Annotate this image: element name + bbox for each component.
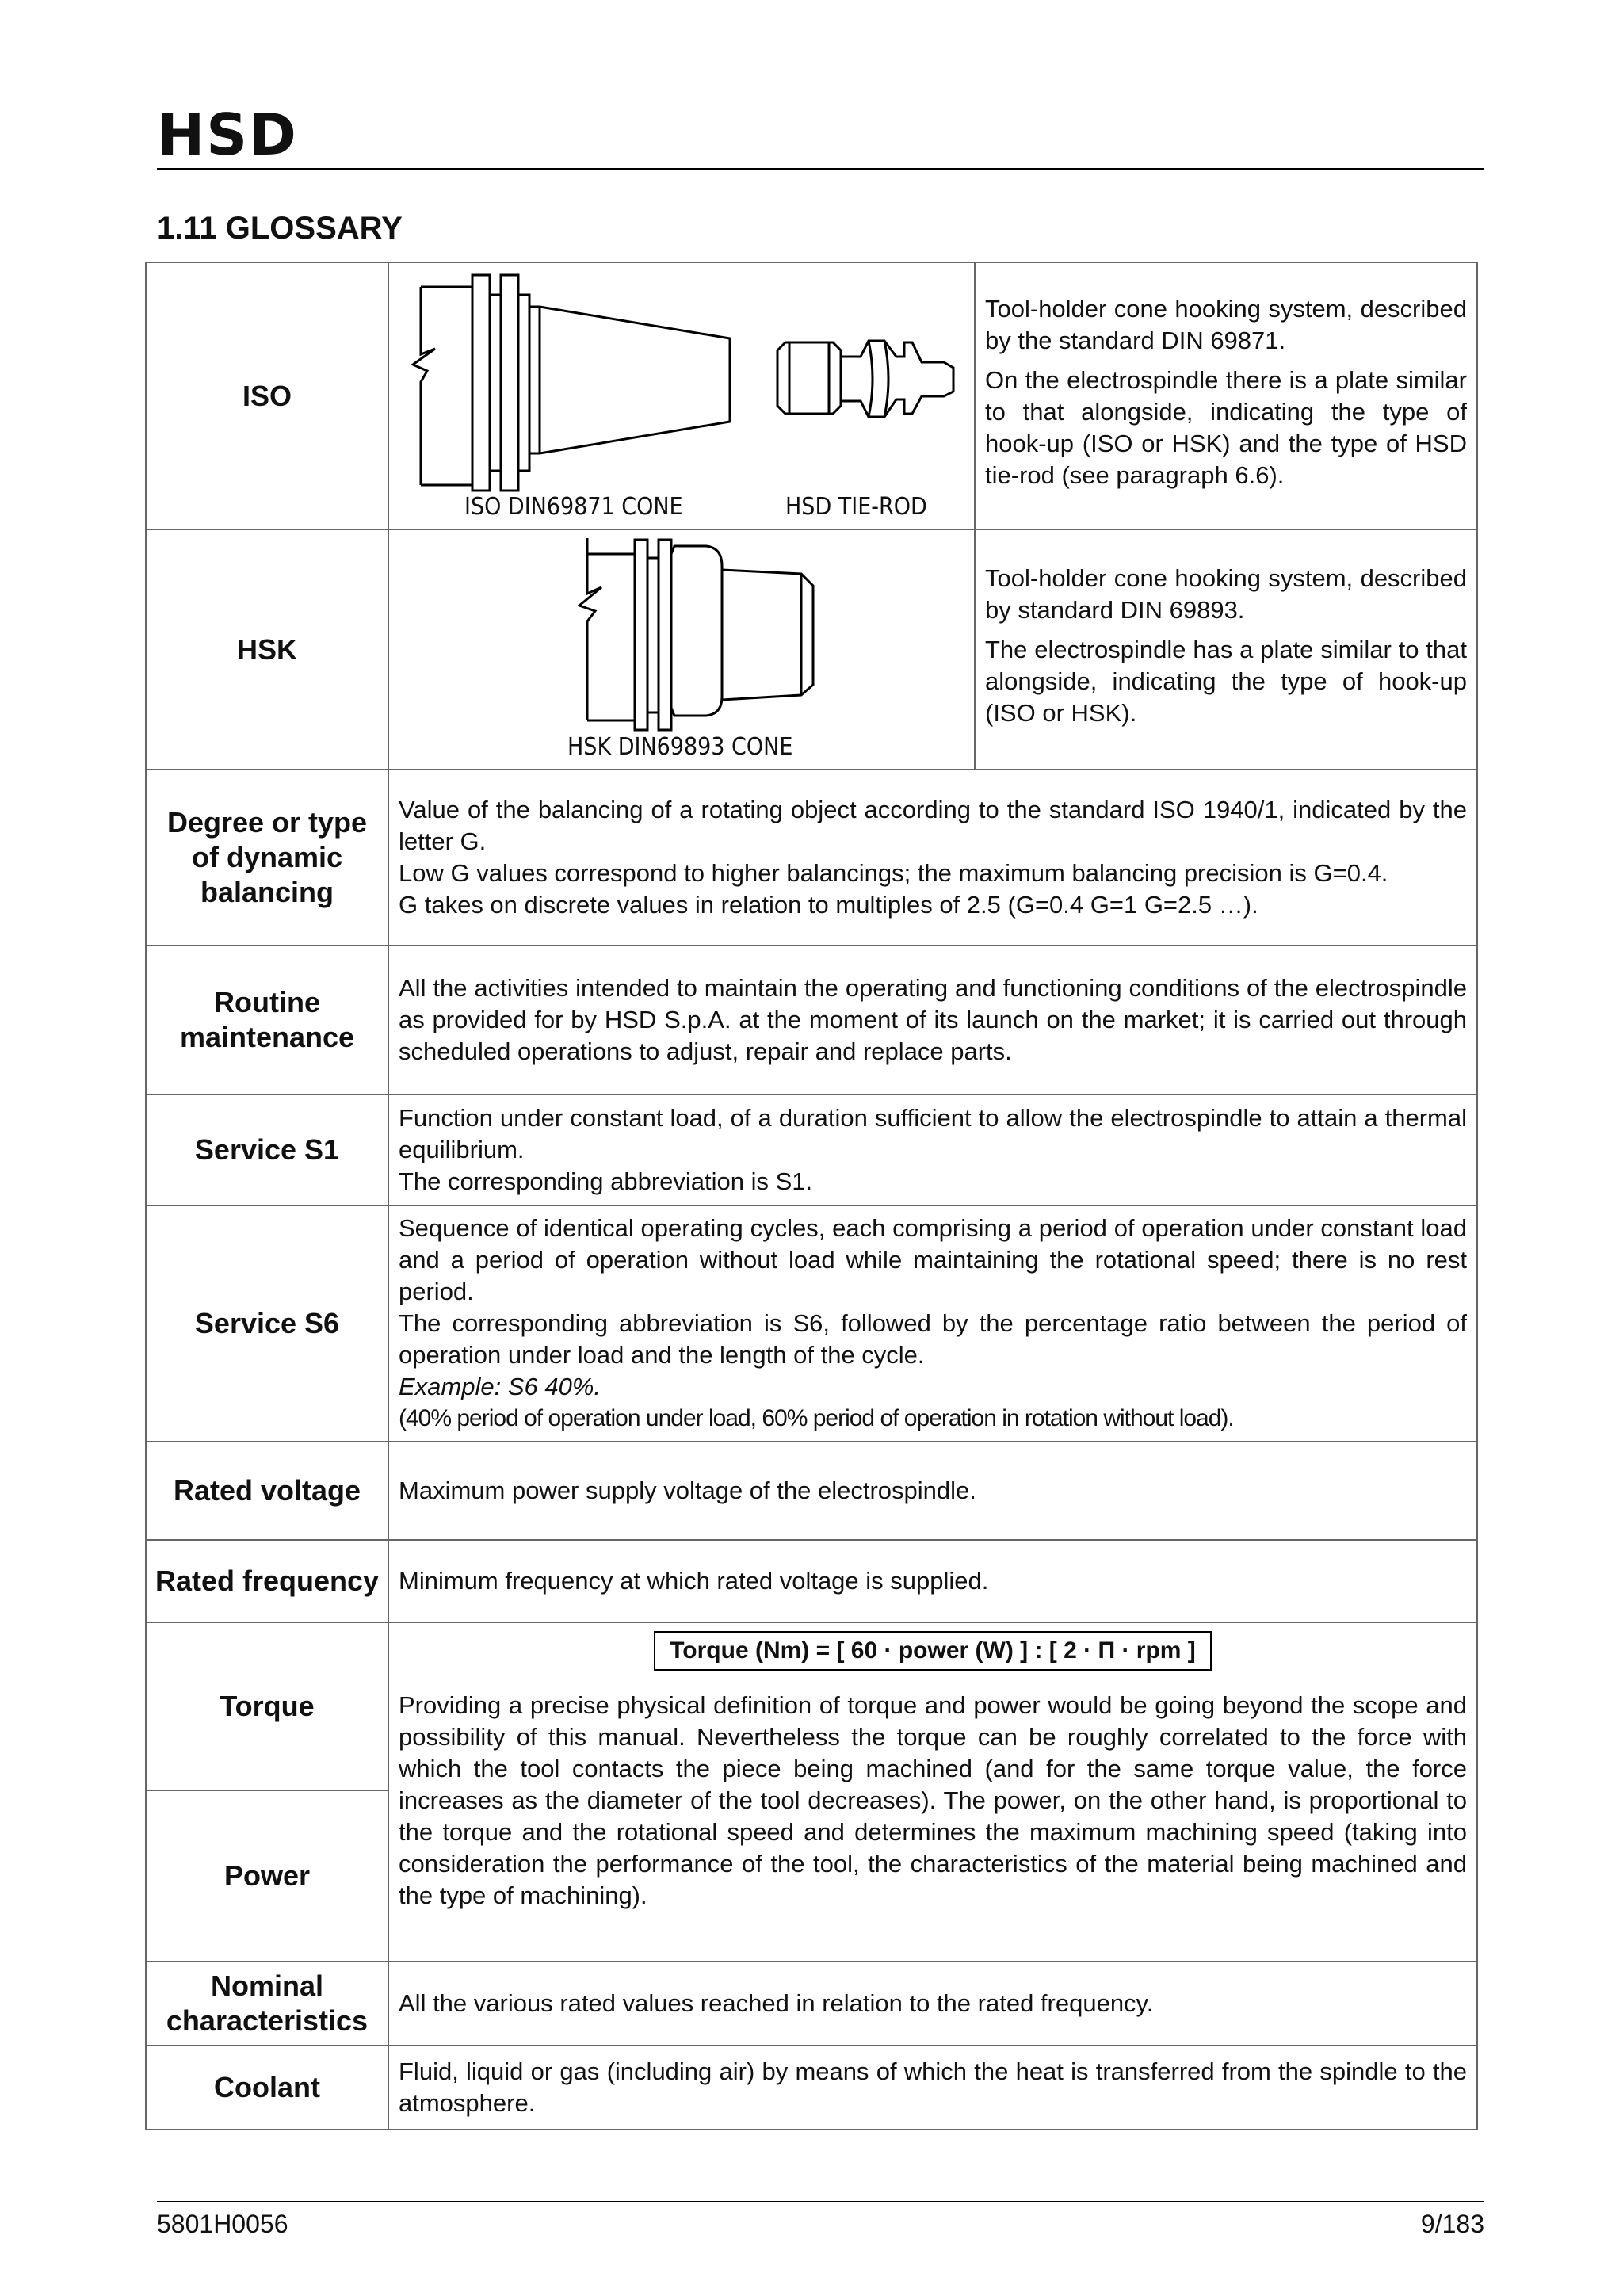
balancing-line: Value of the balancing of a rotating object according to the standard ISO 1940/1, indicated by the letter G. xyxy=(399,796,1467,855)
rated-voltage-definition xyxy=(388,1442,1477,1540)
s1-line: The corresponding abbreviation is S1. xyxy=(399,1167,813,1195)
header-rule xyxy=(157,168,1484,170)
rated-voltage-text: Maximum power supply voltage of the electrospindle. xyxy=(399,1477,976,1504)
routine-definition xyxy=(388,946,1477,1095)
table-row xyxy=(146,1540,1477,1622)
nominal-text: All the various rated values reached in relation to the rated frequency. xyxy=(399,1989,1154,2017)
nominal-definition xyxy=(388,1962,1477,2046)
hsk-cone-figure xyxy=(388,529,975,770)
hsd-logo: HSD xyxy=(157,101,298,168)
hsk-cone-label: HSK DIN69893 CONE xyxy=(567,733,793,761)
table-row xyxy=(146,1095,1477,1205)
coolant-definition xyxy=(388,2046,1477,2130)
iso-cone-figure xyxy=(388,262,975,529)
torque-power-definition xyxy=(388,1622,1477,1962)
iso-definition xyxy=(975,262,1477,529)
term-nominal-characteristics: Nominal characteristics xyxy=(146,1962,388,2046)
table-row xyxy=(146,946,1477,1095)
footer-rule xyxy=(157,2201,1484,2202)
term-balancing: Degree or type of dynamic balancing xyxy=(146,770,388,946)
term-hsk: HSK xyxy=(146,529,388,770)
section-title: 1.11 GLOSSARY xyxy=(157,211,403,246)
iso-cone-label: ISO DIN69871 CONE xyxy=(464,493,683,521)
rated-frequency-text: Minimum frequency at which rated voltage is supplied. xyxy=(399,1567,989,1595)
s6-definition xyxy=(388,1205,1477,1442)
table-row xyxy=(146,1205,1477,1442)
s6-line: Sequence of identical operating cycles, each comprising a period of operation under constant load and a period of operation without load while maintaining the rotational speed; there is no rest period. xyxy=(399,1214,1467,1305)
coolant-text: Fluid, liquid or gas (including air) by means of which the heat is transferred from the spindle to the atmosphere. xyxy=(399,2057,1467,2117)
term-torque: Torque xyxy=(146,1622,388,1790)
rated-frequency-definition xyxy=(388,1540,1477,1622)
s6-note: (40% period of operation under load, 60% period of operation in rotation without load). xyxy=(399,1405,1234,1431)
table-row xyxy=(146,529,1477,770)
s1-definition xyxy=(388,1095,1477,1205)
term-rated-frequency: Rated frequency xyxy=(146,1540,388,1622)
term-coolant: Coolant xyxy=(146,2046,388,2130)
balancing-line: G takes on discrete values in relation to multiples of 2.5 (G=0.4 G=1 G=2.5 …). xyxy=(399,891,1258,919)
routine-text: All the activities intended to maintain the operating and functioning conditions of the electrospindle as provided for by HSD S.p.A. at the moment of its launch on the market; it is carried out through scheduled operations to adjust, repair and replace parts. xyxy=(399,974,1467,1065)
torque-formula-wrap xyxy=(399,1629,1467,1690)
tie-rod-label: HSD TIE-ROD xyxy=(785,493,927,521)
hsk-definition-line: Tool-holder cone hooking system, described by standard DIN 69893. xyxy=(985,563,1467,624)
glossary-table xyxy=(145,262,1478,2130)
table-row xyxy=(146,262,1477,529)
table-row xyxy=(146,770,1477,946)
balancing-line: Low G values correspond to higher balancings; the maximum balancing precision is G=0.4. xyxy=(399,859,1388,887)
balancing-definition xyxy=(388,770,1477,946)
term-routine-maintenance: Routine maintenance xyxy=(146,946,388,1095)
term-iso: ISO xyxy=(146,262,388,529)
iso-cone-drawing xyxy=(389,263,976,525)
hsk-definition-line: The electrospindle has a plate similar to that alongside, indicating the type of hook-up (ISO or HSK). xyxy=(985,635,1467,727)
torque-formula: Torque (Nm) = [ 60 · power (W) ] : [ 2 · Π · rpm ] xyxy=(654,1631,1212,1671)
term-rated-voltage: Rated voltage xyxy=(146,1442,388,1540)
document-code: 5801H0056 xyxy=(157,2210,288,2238)
hsk-definition xyxy=(975,529,1477,770)
page-number: 9/183 xyxy=(1420,2210,1484,2238)
s6-example: Example: S6 40%. xyxy=(399,1373,601,1400)
torque-power-text: Providing a precise physical definition of torque and power would be going beyond the scope and possibility of this manual. Nevertheless the torque can be roughly correlated to the force with which the tool contacts the piece being machined (and for the same torque value, the force increases as the diameter of the tool decreases). The power, on the other hand, is proportional to the torque and the rotational speed and determines the maximum machining speed (taking into consideration the performance of the tool, the characteristics of the material being machined and the type of machining). xyxy=(399,1691,1467,1909)
iso-definition-line: Tool-holder cone hooking system, described by the standard DIN 69871. xyxy=(985,294,1467,354)
table-row xyxy=(146,1962,1477,2046)
table-row xyxy=(146,1442,1477,1540)
hsk-cone-drawing xyxy=(389,530,976,765)
table-row xyxy=(146,2046,1477,2130)
s6-line: The corresponding abbreviation is S6, followed by the percentage ratio between the period of operation under load and the length of the cycle. xyxy=(399,1309,1467,1369)
term-service-s6: Service S6 xyxy=(146,1205,388,1442)
term-service-s1: Service S1 xyxy=(146,1095,388,1205)
iso-definition-line: On the electrospindle there is a plate similar to that alongside, indicating the type of hook-up (ISO or HSK) and the type of HSD tie-rod (see paragraph 6.6). xyxy=(985,365,1467,489)
term-power: Power xyxy=(146,1790,388,1962)
table-row xyxy=(146,1622,1477,1790)
s1-line: Function under constant load, of a duration sufficient to allow the electrospindle to attain a thermal equilibrium. xyxy=(399,1104,1467,1163)
